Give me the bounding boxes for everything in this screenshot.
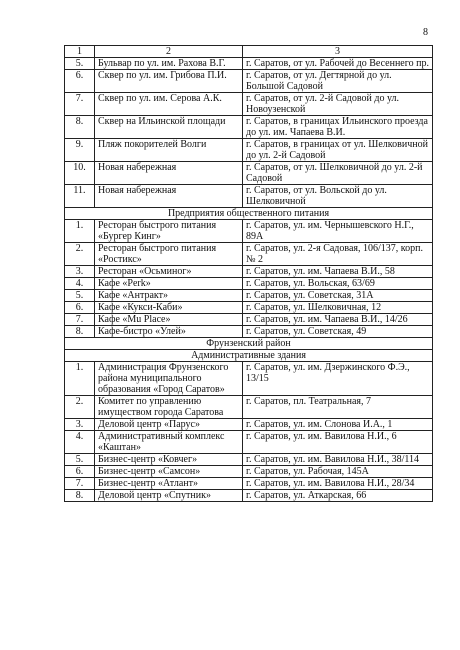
row-number: 7.: [65, 93, 95, 116]
object-name: Кафе «Mu Place»: [95, 314, 243, 326]
object-address: г. Саратов, от ул. Шелковичной до ул. 2-й Садовой: [243, 162, 433, 185]
object-address: г. Саратов, ул. им. Чапаева В.И., 14/26: [243, 314, 433, 326]
object-name: Сквер на Ильинской площади: [95, 116, 243, 139]
object-address: г. Саратов, ул. им. Вавилова Н.И., 28/34: [243, 478, 433, 490]
row-number: 6.: [65, 302, 95, 314]
table-row: [65, 314, 433, 326]
row-number: 2.: [65, 243, 95, 266]
row-number: 10.: [65, 162, 95, 185]
object-name: Деловой центр «Спутник»: [95, 490, 243, 502]
object-address: г. Саратов, ул. Вольская, 63/69: [243, 278, 433, 290]
column-number: 2: [95, 46, 243, 58]
object-address: г. Саратов, от ул. Вольской до ул. Шелковичной: [243, 185, 433, 208]
object-name: Кафе «Perk»: [95, 278, 243, 290]
section-header-row: [65, 208, 433, 220]
object-name: Ресторан быстрого питания «Ростикс»: [95, 243, 243, 266]
object-name: Кафе «Антракт»: [95, 290, 243, 302]
object-address: г. Саратов, ул. им. Дзержинского Ф.Э., 13/15: [243, 362, 433, 396]
object-name: Ресторан «Осьминог»: [95, 266, 243, 278]
row-number: 7.: [65, 314, 95, 326]
table-row: [65, 93, 433, 116]
page-number: 8: [423, 27, 428, 38]
object-address: г. Саратов, ул. им. Чернышевского Н.Г., 89А: [243, 220, 433, 243]
object-address: г. Саратов, ул. им. Чапаева В.И., 58: [243, 266, 433, 278]
section-header-row: [65, 338, 433, 350]
object-address: г. Саратов, ул. им. Вавилова Н.И., 6: [243, 431, 433, 454]
row-number: 5.: [65, 454, 95, 466]
row-number: 9.: [65, 139, 95, 162]
object-name: Сквер по ул. им. Грибова П.И.: [95, 70, 243, 93]
object-name: Бульвар по ул. им. Рахова В.Г.: [95, 58, 243, 70]
row-number: 5.: [65, 290, 95, 302]
object-name: Новая набережная: [95, 185, 243, 208]
row-number: 2.: [65, 396, 95, 419]
table-row: [65, 326, 433, 338]
table-row: [65, 454, 433, 466]
object-address: г. Саратов, ул. Аткарская, 66: [243, 490, 433, 502]
table-row: [65, 185, 433, 208]
table-row: [65, 419, 433, 431]
object-name: Кафе-бистро «Улей»: [95, 326, 243, 338]
table-row: [65, 58, 433, 70]
section-header-row: [65, 350, 433, 362]
object-name: Кафе «Кукси-Каби»: [95, 302, 243, 314]
row-number: 1.: [65, 362, 95, 396]
object-name: Комитет по управлению имуществом города Саратова: [95, 396, 243, 419]
object-address: г. Саратов, пл. Театральная, 7: [243, 396, 433, 419]
table-row: [65, 220, 433, 243]
table-body: [65, 46, 433, 502]
object-address: г. Саратов, от ул. Рабочей до Весеннего пр.: [243, 58, 433, 70]
object-address: г. Саратов, ул. Советская, 49: [243, 326, 433, 338]
table-row: [65, 490, 433, 502]
object-address: г. Саратов, ул. Рабочая, 145А: [243, 466, 433, 478]
row-number: 7.: [65, 478, 95, 490]
table-row: [65, 70, 433, 93]
object-name: Бизнес-центр «Ковчег»: [95, 454, 243, 466]
column-number: 3: [243, 46, 433, 58]
row-number: 4.: [65, 278, 95, 290]
table-row: [65, 266, 433, 278]
object-name: Административный комплекс «Каштан»: [95, 431, 243, 454]
object-address: г. Саратов, ул. им. Слонова И.А., 1: [243, 419, 433, 431]
table-row: [65, 278, 433, 290]
object-name: Новая набережная: [95, 162, 243, 185]
object-name: Ресторан быстрого питания «Бургер Кинг»: [95, 220, 243, 243]
table-row: [65, 478, 433, 490]
column-number: 1: [65, 46, 95, 58]
row-number: 3.: [65, 419, 95, 431]
object-address: г. Саратов, ул. Шелковичная, 12: [243, 302, 433, 314]
row-number: 3.: [65, 266, 95, 278]
table-row: [65, 139, 433, 162]
row-number: 4.: [65, 431, 95, 454]
table-row: [65, 116, 433, 139]
object-address: г. Саратов, ул. им. Вавилова Н.И., 38/114: [243, 454, 433, 466]
table-row: [65, 431, 433, 454]
object-name: Бизнес-центр «Атлант»: [95, 478, 243, 490]
object-address: г. Саратов, ул. Советская, 31А: [243, 290, 433, 302]
object-name: Администрация Фрунзенского района муниципального образования «Город Саратов»: [95, 362, 243, 396]
row-number: 6.: [65, 466, 95, 478]
object-name: Пляж покорителей Волги: [95, 139, 243, 162]
object-address: г. Саратов, от ул. Дегтярной до ул. Большой Садовой: [243, 70, 433, 93]
section-title: Предприятия общественного питания: [65, 208, 433, 220]
object-name: Бизнес-центр «Самсон»: [95, 466, 243, 478]
row-number: 8.: [65, 116, 95, 139]
object-name: Сквер по ул. им. Серова А.К.: [95, 93, 243, 116]
row-number: 6.: [65, 70, 95, 93]
object-address: г. Саратов, ул. 2-я Садовая, 106/137, корп. № 2: [243, 243, 433, 266]
table-row: [65, 162, 433, 185]
table-row: [65, 290, 433, 302]
object-address: г. Саратов, в границах от ул. Шелковичной до ул. 2-й Садовой: [243, 139, 433, 162]
object-address: г. Саратов, от ул. 2-й Садовой до ул. Новоузенской: [243, 93, 433, 116]
table-row: [65, 396, 433, 419]
section-title: Фрунзенский район: [65, 338, 433, 350]
object-address: г. Саратов, в границах Ильинского проезда до ул. им. Чапаева В.И.: [243, 116, 433, 139]
section-title: Административные здания: [65, 350, 433, 362]
objects-table: [64, 45, 433, 502]
row-number: 8.: [65, 490, 95, 502]
row-number: 1.: [65, 220, 95, 243]
column-number-row: [65, 46, 433, 58]
table-row: [65, 243, 433, 266]
row-number: 8.: [65, 326, 95, 338]
object-name: Деловой центр «Парус»: [95, 419, 243, 431]
row-number: 5.: [65, 58, 95, 70]
row-number: 11.: [65, 185, 95, 208]
table-row: [65, 362, 433, 396]
table-row: [65, 302, 433, 314]
table-row: [65, 466, 433, 478]
